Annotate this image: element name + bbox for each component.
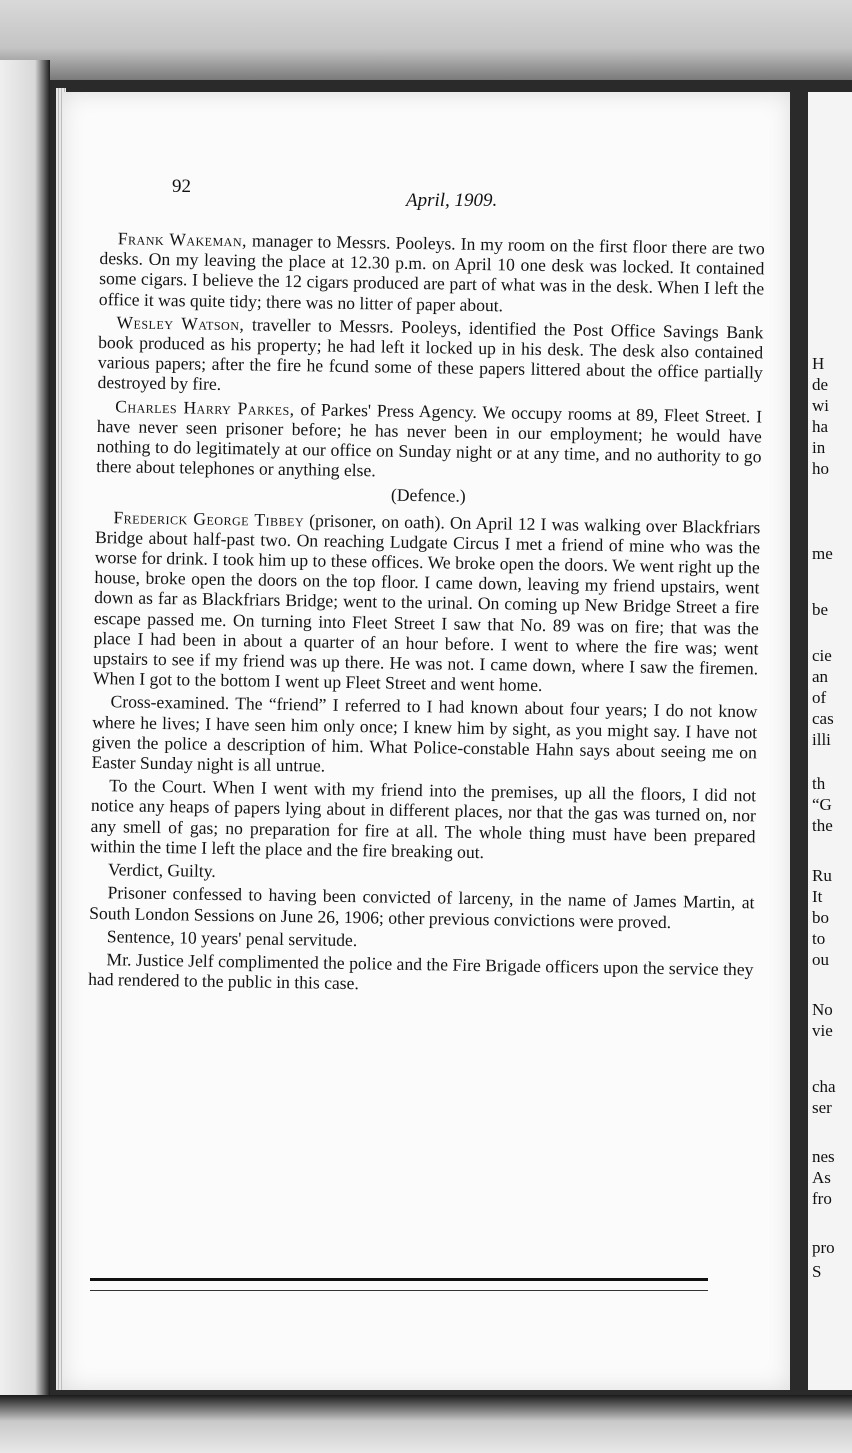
adjacent-text: No [812, 1000, 833, 1019]
adjacent-text: S [812, 1262, 822, 1281]
adjacent-text: vie [812, 1021, 833, 1040]
testimony-text: of Parkes' Press Agency. We occupy rooms at 89, Fleet Street. I have never seen prisoner before; he has never been in our employment; he would have nothing to do legitimately at our office on Sunday night or at any time, and no authority to go there about telephones or anything else. [96, 398, 763, 481]
adjacent-text: pro [812, 1238, 835, 1257]
adjacent-text: bo [812, 908, 829, 927]
adjacent-text: wi [812, 396, 829, 415]
adjacent-text: Ru [812, 866, 832, 885]
testimony-text: traveller to Messrs. Pooleys, identified the Post Office Savings Bank book produced as his property; he had left it locked up in his desk. The desk also contained various papers; after the fire he fcund some of these papers littered about the office partially destroyed by fire. [97, 314, 764, 395]
witness-name: Frederick George Tibbey [113, 506, 305, 530]
adjacent-text: ha [812, 417, 829, 436]
adjacent-text: cha [812, 1077, 836, 1096]
end-rule-thin [90, 1290, 708, 1291]
adjacent-text: cie [812, 646, 832, 665]
adjacent-text: of [812, 688, 827, 707]
adjacent-page-fragment [808, 92, 852, 1390]
adjacent-text: an [812, 667, 829, 686]
witness-name: Frank Wakeman, [117, 228, 248, 251]
running-head-date: April, 1909. [406, 190, 498, 211]
closing-remark: Mr. Justice Jelf complimented the police and the Fire Brigade officers upon the service they had rendered to the public in this case. [88, 949, 754, 994]
testimony-text: manager to Messrs. Pooleys. In my room on the first floor there are two desks. On my leaving the place at 12.30 p.m. on April 10 one desk was locked. It contained some cigars. I believe the 12 cigars produced are part of what was in the desk. When I left the office it was quite tidy; there was no litter of paper about. [98, 230, 765, 315]
witness-name: Charles Harry Parkes, [115, 395, 295, 419]
court-question-paragraph: To the Court. When I went with my friend into the premises, up all the floors, I did not notice any heaps of papers lying about in different places, nor that the gas was turned on, nor any smell of gas; no preparation for fire at all. The whole thing must have been prepared within the time I left the place and the fire breaking out. [90, 775, 757, 862]
adjacent-text: th [812, 774, 826, 793]
adjacent-text: fro [812, 1189, 832, 1208]
adjacent-text: It [812, 887, 823, 906]
page-body [88, 228, 765, 1003]
scan-left-border [0, 60, 50, 1400]
testimony-paragraph [93, 507, 761, 699]
running-head [108, 174, 748, 211]
adjacent-text: “G [812, 795, 832, 814]
testimony-text: (prisoner, on oath). On April 12 I was walking over Blackfriars Bridge about half-past two. On reaching Ludgate Circus I met a friend of mine who was the worse for drink. I took him up to these offices. We broke open the doors. We went right up the house, broke open the doors on the top floor. I came down, leaving my friend upstairs, went down as far as Blackfriars Bridge; went to the urinal. On coming up New Bridge Street a fire escape passed me. On turning into Fleet Street I saw that No. 89 was on fire; that was the place I had been in about a quarter of an hour before. I went to where the fire was; went upstairs to see if my friend was up there. He was not. I came down, where I saw the firemen. When I got to the bottom I went up Fleet Street and went home. [92, 509, 761, 696]
verdict: Verdict, Guilty. [107, 859, 216, 881]
scan-bottom-border [0, 1395, 852, 1453]
witness-name: Wesley Watson, [116, 312, 245, 335]
adjacent-text: nes [812, 1147, 835, 1166]
testimony-paragraph [97, 312, 763, 403]
scan-top-border [0, 0, 852, 80]
end-rule-thick [90, 1278, 708, 1281]
section-heading: (Defence.) [390, 485, 466, 507]
adjacent-text: ou [812, 950, 829, 969]
previous-convictions: Prisoner confessed to having been convicted of larceny, in the name of James Martin, at South London Sessions on June 26, 1906; other previous convictions were proved. [89, 882, 755, 932]
cross-examination-paragraph: Cross-examined. The “friend” I referred to I had known about four years; I do not know where he lives; I have seen him only once; I knew him by sight, as you might say. I have not given the police a description of him. What Police-constable Hahn says about seeing me on Easter Sunday night is all untrue. [91, 691, 758, 776]
adjacent-text: de [812, 375, 829, 394]
adjacent-text: H [812, 354, 825, 373]
adjacent-text: the [812, 816, 833, 835]
sentence: Sentence, 10 years' penal servitude. [106, 925, 358, 950]
adjacent-text: in [812, 438, 826, 457]
adjacent-text: ho [812, 459, 829, 478]
adjacent-text: ser [812, 1098, 832, 1117]
page-number: 92 [172, 176, 191, 197]
adjacent-text: cas [812, 709, 834, 728]
adjacent-text: As [812, 1168, 831, 1187]
testimony-paragraph [96, 396, 762, 487]
testimony-paragraph [99, 228, 765, 319]
adjacent-text: to [812, 929, 826, 948]
adjacent-text: be [812, 600, 829, 619]
adjacent-text: illi [812, 730, 831, 749]
adjacent-text: me [812, 544, 833, 563]
